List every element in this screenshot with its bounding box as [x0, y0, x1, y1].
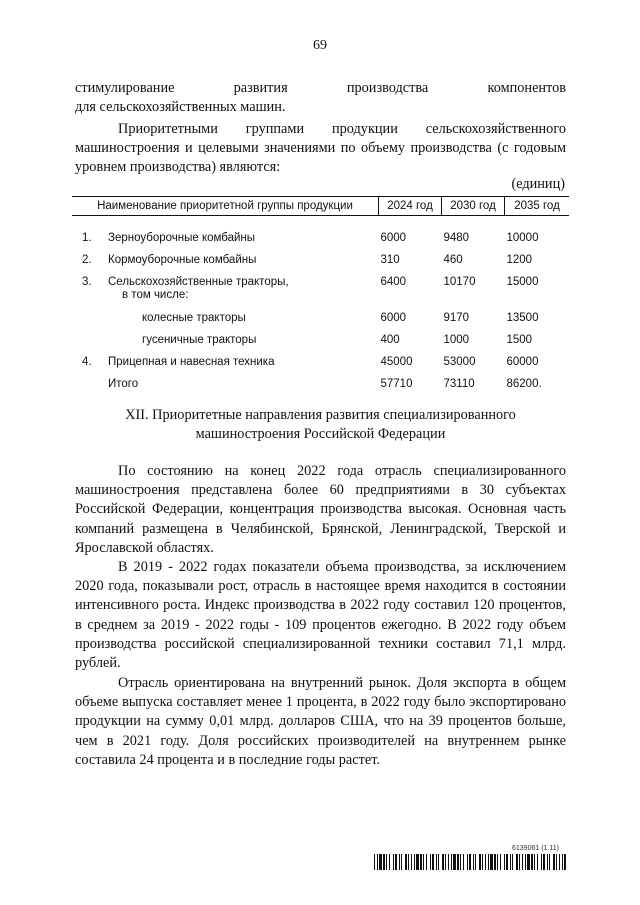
- table-row: [72, 356, 569, 378]
- row-2035: 1500: [506, 333, 533, 346]
- row-2030: 53000: [443, 355, 476, 368]
- header-2035: 2035 год: [505, 197, 570, 216]
- intro-line-2: для сельскохозяйственных машин.: [75, 99, 286, 115]
- row-2024: 45000: [380, 355, 413, 368]
- row-2030: 1000: [443, 333, 470, 346]
- intro-word: производства: [346, 80, 429, 96]
- row-name: Итого: [108, 377, 139, 390]
- intro-word: развития: [233, 80, 288, 96]
- row-2035: 15000: [506, 275, 539, 288]
- table-row: [72, 232, 569, 254]
- row-name: Зерноуборочные комбайны: [108, 231, 256, 244]
- row-name: колесные тракторы: [142, 311, 246, 324]
- row-2024: 400: [380, 333, 400, 346]
- intro-line-1: [75, 79, 566, 98]
- row-number: [72, 312, 106, 334]
- table-header-row: [72, 197, 569, 216]
- page-number: 69: [313, 38, 327, 53]
- section-paragraph-2: В 2019 - 2022 годах показатели объема производства, за исключением 2020 года, показывали рост, отрасль в настоящее время находится в состоянии интенсивного роста. Индекс производства в 2022 году составил 120 процентов, в среднем за 2019 - 2022 годы - 109 процентов ежегодно. В 2022 году объем производства российской специализированной техники составил 71,1 млрд. рублей.: [75, 559, 566, 672]
- intro-word: стимулирование: [75, 80, 175, 96]
- row-2035: 86200.: [506, 377, 542, 390]
- row-number: 4.: [82, 355, 92, 368]
- table-row: [72, 254, 569, 276]
- row-2035: 60000: [506, 355, 539, 368]
- row-2035: 10000: [506, 231, 539, 244]
- row-2024: 57710: [380, 377, 413, 390]
- section-heading-line-1: XII. Приоритетные направления развития специализированного: [125, 407, 516, 423]
- row-2024: 6000: [380, 311, 407, 324]
- row-2024: 6000: [380, 231, 407, 244]
- row-number: 2.: [82, 253, 92, 266]
- header-name: Наименование приоритетной группы продукции: [72, 197, 379, 216]
- row-name: Сельскохозяйственные тракторы,: [108, 275, 289, 288]
- row-name-cell: [106, 276, 379, 312]
- row-number: 1.: [82, 231, 92, 244]
- row-2030: 460: [443, 253, 463, 266]
- section-paragraph-1: По состоянию на конец 2022 года отрасль специализированного машиностроения представлена более 60 предприятиями в 30 субъектах Российской Федерации, концентрация производства высокая. Основная часть компаний размещена в Челябинской, Брянской, Ленинградской, Тверской и Ярославской областях.: [75, 463, 566, 556]
- header-2024: 2024 год: [379, 197, 442, 216]
- header-2030: 2030 год: [442, 197, 505, 216]
- row-name: гусеничные тракторы: [142, 333, 257, 346]
- table-units: (единиц): [511, 176, 565, 192]
- row-2030: 10170: [443, 275, 476, 288]
- intro-word: компонентов: [487, 80, 567, 96]
- table-row: [72, 334, 569, 356]
- table-row: [72, 276, 569, 312]
- production-table: [72, 196, 569, 400]
- section-heading: [75, 406, 566, 444]
- row-number: 3.: [82, 275, 92, 288]
- row-name-continuation: в том числе:: [122, 288, 189, 301]
- row-2035: 1200: [506, 253, 533, 266]
- row-2035: 13500: [506, 311, 539, 324]
- row-2024: 6400: [380, 275, 407, 288]
- row-number: [72, 378, 106, 400]
- row-name: Кормоуборочные комбайны: [108, 253, 257, 266]
- table-row: [72, 312, 569, 334]
- section-heading-line-2: машиностроения Российской Федерации: [195, 426, 446, 442]
- row-2024: 310: [380, 253, 400, 266]
- section-paragraph-3: Отрасль ориентирована на внутренний рынок. Доля экспорта в общем объеме выпуска составляет менее 1 процента, в 2022 году было экспортировано продукции на сумму 0,01 млрд. долларов США, что на 39 процентов больше, чем в 2021 году. Доля российских производителей на внутреннем рынке составила 24 процента и в последние годы растет.: [75, 675, 566, 768]
- row-2030: 9170: [443, 311, 470, 324]
- table-total-row: [72, 378, 569, 400]
- row-2030: 73110: [443, 377, 475, 390]
- row-2030: 9480: [443, 231, 470, 244]
- row-number: [72, 334, 106, 356]
- row-name: Прицепная и навесная техника: [108, 355, 275, 368]
- intro-paragraph: Приоритетными группами продукции сельскохозяйственного машиностроения и целевыми значениями по объему производства (с годовым уровнем производства) являются:: [75, 121, 566, 176]
- barcode-icon: [374, 854, 566, 870]
- document-code: 6139061 (1.11): [512, 845, 559, 852]
